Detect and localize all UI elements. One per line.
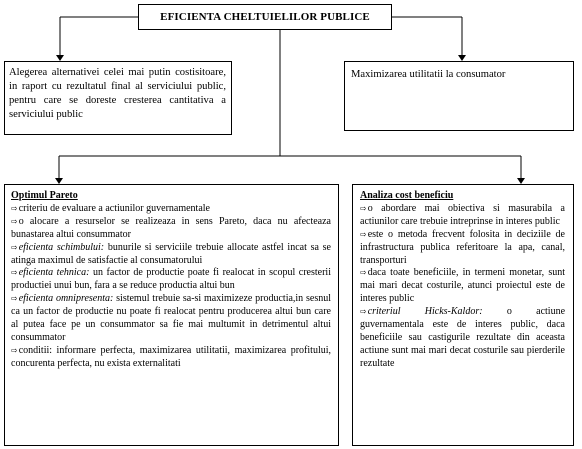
pareto-item: ⇨eficienta schimbului: bunurile si serviciile trebuie allocate astfel incat sa se atinga maximul de satisfactie al consumatorului xyxy=(11,241,331,266)
cost-benefit-item: ⇨daca toate beneficiile, in termeni monetar, sunt mai mari decat costurile, atunci proiectul este de interes public xyxy=(360,267,565,305)
pareto-box xyxy=(4,184,339,446)
title-box xyxy=(138,4,392,30)
arrow-icon: ⇨ xyxy=(360,203,367,213)
arrow-icon: ⇨ xyxy=(11,268,18,278)
pareto-item: ⇨criteriu de evaluare a actiunilor guvernamentale xyxy=(11,202,210,214)
pareto-item: ⇨eficienta omnipresenta: sistemul trebuie sa-si maximizeze productia,in sesnul ca un factor de productie nu poate fi realocat pentru producerea altui bun care al putea face pe un consummator sa fie mai multumit in detrimentul altui consummator xyxy=(11,293,331,343)
cost-benefit-box xyxy=(352,184,574,446)
arrow-icon: ⇨ xyxy=(360,307,367,317)
arrow-icon: ⇨ xyxy=(360,268,367,278)
alternative-box xyxy=(4,61,232,135)
utility-box xyxy=(344,61,574,131)
cost-benefit-heading: Analiza cost beneficiu xyxy=(360,190,454,201)
diagram-title: EFICIENTA CHELTUIELILOR PUBLICE xyxy=(160,11,370,23)
arrow-icon: ⇨ xyxy=(11,216,18,226)
pareto-item: ⇨eficienta tehnica: un factor de productie poate fi realocat in scopul cresterii productiei unui bun, fara a se reduce productia altui bun xyxy=(11,267,331,292)
cost-benefit-item: ⇨o abordare mai obiectiva si masurabila a actiunilor care trebuie intreprinse in interes public xyxy=(360,202,565,227)
arrow-icon: ⇨ xyxy=(11,242,18,252)
pareto-heading: Optimul Pareto xyxy=(11,190,78,201)
arrow-icon: ⇨ xyxy=(360,229,367,239)
pareto-item: ⇨o alocare a resurselor se realizeaza in sens Pareto, daca nu afecteaza bunastarea altui consummator xyxy=(11,215,331,240)
arrow-icon: ⇨ xyxy=(11,203,18,213)
cost-benefit-item: ⇨criteriul Hicks-Kaldor: o actiune guvernamentala este de interes public, daca beneficiile sau castigurile rezultate din aceasta actiune sunt mai mari decat costurile sau pierderile rezultate xyxy=(360,306,566,369)
pareto-item: ⇨conditii: informare perfecta, maximizarea utilitatii, maximizarea profitului, concurenta perfecta, nu exista externalitati xyxy=(11,344,331,369)
arrow-icon: ⇨ xyxy=(11,294,18,304)
arrow-icon: ⇨ xyxy=(11,345,18,355)
cost-benefit-item: ⇨este o metoda frecvent folosita in deciziile de infrastructura publica referitoare la apa, canal, transporturi xyxy=(360,228,565,266)
utility-text: Maximizarea utilitatii la consumator xyxy=(351,69,506,80)
alternative-text: Alegerea alternativei celei mai putin costisitoare, in raport cu rezultatul final al serviciului public, pentru care se doreste cresterea cantitativa a serviciului public xyxy=(9,67,226,120)
